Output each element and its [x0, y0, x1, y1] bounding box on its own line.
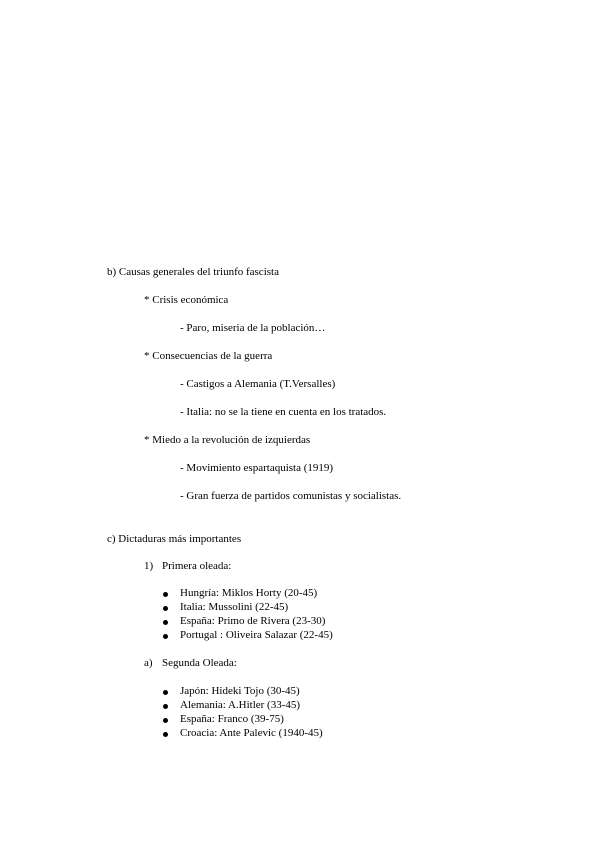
- dictator-item: España: Primo de Rivera (23-30): [180, 615, 326, 627]
- section-b-heading: b) Causas generales del triunfo fascista: [107, 266, 279, 278]
- bullet-icon: [163, 620, 168, 625]
- cause-label: * Consecuencias de la guerra: [144, 350, 273, 362]
- dictator-item: Alemania: A.Hitler (33-45): [180, 699, 301, 711]
- bullet-icon: [163, 732, 168, 737]
- bullet-icon: [163, 704, 168, 709]
- dictator-item: Italia: Mussolini (22-45): [180, 601, 289, 613]
- cause-detail: - Castigos a Alemania (T.Versalles): [180, 378, 336, 390]
- wave-marker: a): [144, 657, 153, 669]
- dictator-item: Japón: Hideki Tojo (30-45): [180, 685, 300, 697]
- cause-detail: - Gran fuerza de partidos comunistas y socialistas.: [180, 490, 402, 502]
- cause-detail: - Paro, miseria de la población…: [180, 322, 326, 334]
- wave-marker: 1): [144, 560, 154, 572]
- cause-detail: - Movimiento espartaquista (1919): [180, 462, 334, 474]
- section-c-heading: c) Dictaduras más importantes: [107, 533, 242, 545]
- bullet-icon: [163, 592, 168, 597]
- wave-title: Primera oleada:: [162, 560, 232, 572]
- dictator-item: Hungría: Miklos Horty (20-45): [180, 587, 318, 599]
- cause-label: * Miedo a la revolución de izquierdas: [144, 434, 311, 446]
- dictator-item: España: Franco (39-75): [180, 713, 284, 725]
- bullet-icon: [163, 606, 168, 611]
- dictator-item: Croacia: Ante Palevic (1940-45): [180, 727, 323, 739]
- bullet-icon: [163, 718, 168, 723]
- wave-title: Segunda Oleada:: [162, 657, 237, 669]
- bullet-icon: [163, 690, 168, 695]
- dictator-item: Portugal : Oliveira Salazar (22-45): [180, 629, 333, 641]
- cause-label: * Crisis económica: [144, 294, 229, 306]
- bullet-icon: [163, 634, 168, 639]
- cause-detail: - Italia: no se la tiene en cuenta en los tratados.: [180, 406, 387, 418]
